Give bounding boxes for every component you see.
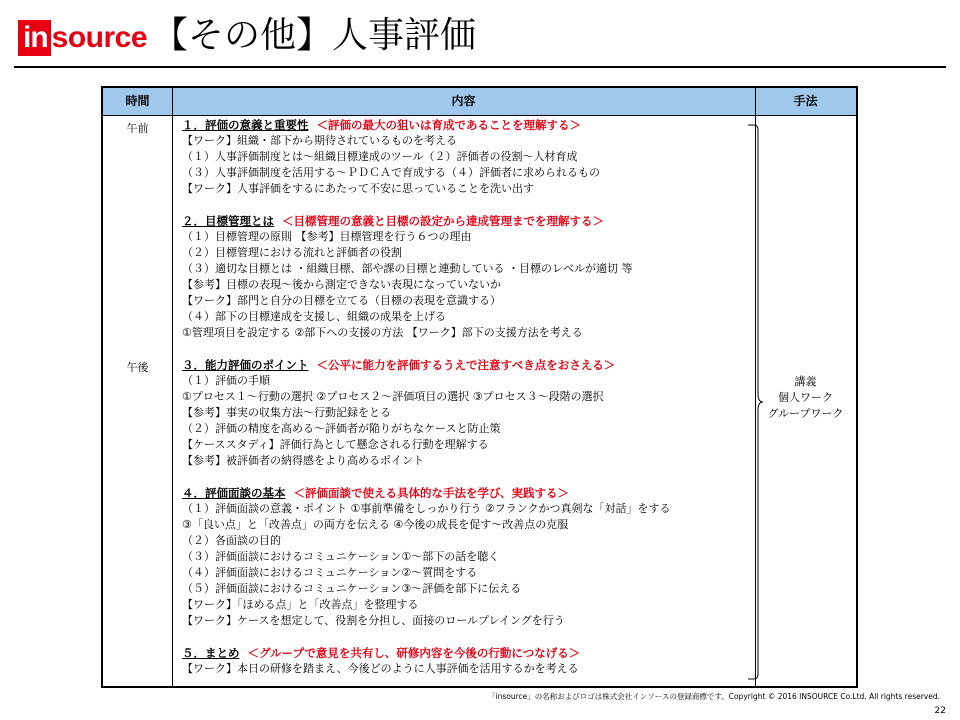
time-afternoon: 午後	[126, 361, 149, 374]
section-item: （３）評価面談におけるコミュニケーション①～部下の話を聴く	[182, 550, 500, 563]
time-morning: 午前	[126, 122, 149, 135]
section-item: 【ワーク】組織・部下から期待されているものを考える	[182, 134, 457, 147]
section-heading	[182, 645, 752, 661]
section-item: （１）評価の手順	[182, 374, 270, 387]
insource-logo	[18, 20, 147, 56]
table-header	[103, 88, 856, 116]
section-item: 【参考】被評価者の納得感をより高めるポイント	[182, 454, 424, 467]
section-goal: ＜グループで意見を共有し、研修内容を今後の行動につなげる＞	[247, 646, 581, 660]
section-item: 【ワーク】人事評価をするにあたって不安に思っていることを洗い出す	[182, 182, 534, 195]
section-heading	[182, 485, 752, 501]
section-item: 【ケーススタディ】評価行為として懸念される行動を理解する	[182, 438, 489, 451]
schedule-table	[101, 86, 858, 688]
section-item: （２）目標管理における流れと評価者の役割	[182, 246, 402, 259]
section-goal: ＜公平に能力を評価するうえで注意すべき点をおさえる＞	[316, 358, 616, 372]
section-item: （３）人事評価制度を活用する～ＰＤＣＡで育成する（４）評価者に求められるもの	[182, 166, 600, 179]
header-content: 内容	[451, 94, 476, 108]
section-goal: ＜評価の最大の狙いは育成であることを理解する＞	[316, 118, 581, 132]
section-spacer	[182, 469, 752, 485]
section-spacer	[182, 341, 752, 357]
logo-source: source	[51, 21, 148, 54]
section-item: 【ワーク】ケースを想定して、役割を分担し、面接のロールプレイングを行う	[182, 614, 565, 627]
section-heading	[182, 213, 752, 229]
page-title: 【その他】人事評価	[152, 15, 477, 56]
header-method: 手法	[793, 94, 818, 108]
section-item: （２）各面談の目的	[182, 534, 281, 547]
column-divider	[172, 88, 173, 686]
section-item: （３）適切な目標とは ・組織目標、部や課の目標と連動している ・目標のレベルが適切 等	[182, 262, 633, 275]
section-heading	[182, 117, 752, 133]
method-item: グループワーク	[767, 407, 844, 420]
section-item: ③「良い点」と「改善点」の両方を伝える ④今後の成長を促す～改善点の克服	[182, 518, 569, 531]
section-item: （１）人事評価制度とは～組織目標達成のツール（２）評価者の役割～人材育成	[182, 150, 578, 163]
header-time: 時間	[125, 94, 150, 108]
section-heading	[182, 357, 752, 373]
section-item: 【ワーク】「ほめる点」と「改善点」を整理する	[182, 598, 419, 611]
copyright-notice: 「insource」の名称およびロゴは株式会社インソースの登録商標です。Copyright © 2016 INSOURCE Co.Ltd. All rights reserved.	[488, 692, 940, 701]
section-item: （１）目標管理の原則 【参考】目標管理を行う６つの理由	[182, 230, 472, 243]
section-item: （２）評価の精度を高める～評価者が陥りがちなケースと防止策	[182, 422, 501, 435]
method-item: 講義	[794, 375, 817, 388]
section-item: 【参考】目標の表現～後から測定できない表現になっていないか	[182, 278, 501, 291]
page-number: 22	[934, 706, 946, 716]
section-item: （４）評価面談におけるコミュニケーション②～質問をする	[182, 566, 478, 579]
section-item: 【参考】事実の収集方法～行動記録をとる	[182, 406, 391, 419]
section-title: ３．能力評価のポイント	[182, 358, 309, 372]
section-goal: ＜目標管理の意義と目標の設定から達成管理までを理解する＞	[282, 214, 604, 228]
content-column	[182, 117, 752, 677]
section-item: （１）評価面談の意義・ポイント ①事前準備をしっかり行う ②フランクかつ真剣な「対話」をする	[182, 502, 671, 515]
section-title: ２．目標管理とは	[182, 214, 274, 228]
section-item: 【ワーク】部門と自分の目標を立てる（目標の表現を意識する）	[182, 294, 501, 307]
section-item: ①プロセス１～行動の選択 ②プロセス２～評価項目の選択 ③プロセス３～段階の選択	[182, 390, 604, 403]
method-item: 個人ワーク	[778, 391, 833, 404]
section-spacer	[182, 629, 752, 645]
section-item: （４）部下の目標達成を支援し、組織の成果を上げる	[182, 310, 446, 323]
section-title: １．評価の意義と重要性	[182, 118, 309, 132]
section-item: （５）評価面談におけるコミュニケーション③～評価を部下に伝える	[182, 582, 522, 595]
method-cell	[755, 374, 856, 422]
logo-in: in	[18, 20, 51, 56]
section-goal: ＜評価面談で使える具体的な手法を学び、実践する＞	[293, 486, 570, 500]
section-item: 【ワーク】本日の研修を踏まえ、今後どのように人事評価を活用するかを考える	[182, 662, 579, 675]
title-divider	[14, 66, 946, 68]
section-title: ４．評価面談の基本	[182, 486, 286, 500]
section-spacer	[182, 197, 752, 213]
section-item: ①管理項目を設定する ②部下への支援の方法 【ワーク】部下の支援方法を考える	[182, 326, 583, 339]
section-title: ５．まとめ	[182, 646, 240, 660]
